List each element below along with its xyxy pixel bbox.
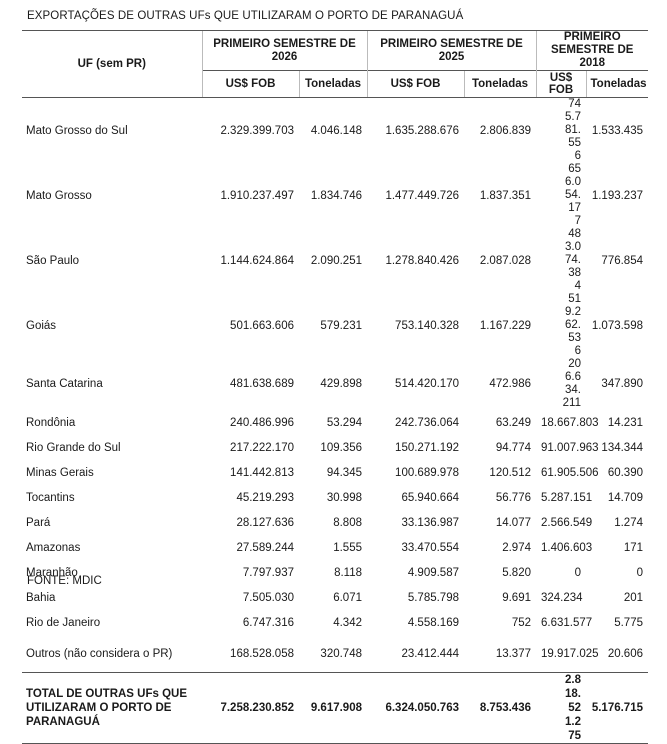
value-cell: 745.781.556 (565, 98, 581, 162)
value-cell: 14.709 (607, 491, 643, 504)
value-cell: 13.377 (495, 647, 531, 660)
value-cell: 1.073.598 (591, 319, 643, 332)
uf-name-cell: Mato Grosso (26, 189, 92, 202)
sub-header-ton-2025: Toneladas (464, 71, 536, 98)
value-cell: 1.834.746 (310, 189, 362, 202)
value-cell: 8.808 (333, 516, 362, 529)
value-cell: 481.638.689 (230, 378, 294, 390)
value-cell: 33.136.987 (401, 516, 459, 529)
value-cell: 776.854 (601, 254, 643, 267)
uf-name-cell: Outros (não considera o PR) (26, 647, 173, 660)
value-cell: 45.219.293 (236, 491, 294, 504)
value-cell: 91.007.963 (541, 441, 599, 454)
header-group-row (22, 31, 648, 71)
value-cell: 33.470.554 (401, 541, 459, 554)
table-row (22, 485, 648, 510)
value-cell: 56.776 (495, 491, 531, 504)
value-cell: 94.345 (326, 466, 362, 479)
value-cell: 519.262.536 (565, 293, 581, 357)
value-cell: 150.271.192 (395, 441, 459, 454)
value-cell: 8.118 (334, 566, 362, 579)
value-cell: 109.356 (320, 441, 362, 454)
value-cell: 752 (511, 616, 531, 629)
value-cell: 656.054.177 (565, 163, 581, 227)
total-value-cell: 9.617.908 (299, 673, 367, 744)
value-cell: 6.631.577 (541, 616, 593, 629)
value-cell: 30.998 (326, 491, 362, 504)
uf-name-cell: Rondônia (26, 416, 76, 429)
table-row (22, 460, 648, 485)
value-cell: 5.287.151 (541, 491, 593, 504)
table-title: EXPORTAÇÕES DE OUTRAS UFs QUE UTILIZARAM O PORTO DE PARANAGUÁ (27, 10, 464, 22)
value-cell: 19.917.025 (541, 647, 599, 660)
value-cell: 501.663.606 (230, 319, 294, 332)
total-value-cell: 7.258.230.852 (202, 673, 299, 744)
uf-name-cell: São Paulo (26, 254, 80, 267)
value-cell: 2.329.399.703 (220, 124, 294, 137)
value-cell: 206.634.211 (562, 358, 581, 409)
table-row (22, 293, 648, 358)
value-cell: 324.234 (541, 591, 583, 604)
value-cell: 53.294 (326, 416, 362, 429)
value-cell: 23.412.444 (401, 647, 459, 660)
value-cell: 1.274 (614, 516, 643, 529)
value-cell: 2.974 (502, 541, 531, 554)
uf-name-cell: Minas Gerais (26, 466, 94, 479)
value-cell: 1.837.351 (479, 189, 531, 202)
value-cell: 1.635.288.676 (385, 124, 459, 137)
value-cell: 141.442.813 (230, 466, 294, 479)
uf-name-cell: Amazonas (26, 541, 81, 554)
table-row (22, 163, 648, 228)
value-cell: 14.077 (495, 516, 531, 529)
value-cell: 579.231 (320, 319, 362, 332)
value-cell: 2.087.028 (479, 254, 531, 267)
value-cell: 1.555 (333, 541, 362, 554)
value-cell: 1.167.229 (479, 319, 531, 332)
value-cell: 320.748 (320, 647, 362, 660)
table-row (22, 358, 648, 410)
uf-name-cell: Tocantins (26, 491, 75, 504)
sub-header-fob-2025: US$ FOB (367, 71, 464, 98)
value-cell: 1.144.624.864 (220, 254, 294, 267)
sub-header-ton-2018: Toneladas (586, 71, 648, 98)
value-cell: 14.231 (607, 416, 643, 429)
value-cell: 6.747.316 (242, 616, 294, 629)
value-cell: 1.406.603 (541, 541, 593, 554)
value-cell: 7.797.937 (242, 566, 294, 579)
uf-name-cell: Bahia (26, 591, 56, 604)
value-cell: 94.774 (495, 441, 531, 454)
table-row (22, 98, 648, 164)
uf-column-header: UF (sem PR) (22, 31, 202, 98)
value-cell: 120.512 (489, 466, 531, 479)
value-cell: 60.390 (607, 466, 643, 479)
value-cell: 63.249 (495, 416, 531, 429)
value-cell: 61.905.506 (541, 466, 599, 479)
total-label-cell: TOTAL DE OUTRAS UFs QUE UTILIZARAM O PORTO DE PARANAGUÁ (22, 673, 202, 744)
total-value-cell: 2.818.521.275 (536, 673, 586, 744)
uf-name-cell: Santa Catarina (26, 378, 103, 390)
value-cell: 0 (574, 566, 581, 579)
uf-name-cell: Maranhão (26, 566, 78, 579)
value-cell: 201 (623, 591, 643, 604)
sub-header-fob-2018: US$ FOB (536, 71, 586, 98)
value-cell: 4.558.169 (407, 616, 459, 629)
group-header-2026: PRIMEIRO SEMESTRE DE 2026 (202, 31, 367, 71)
total-value-cell: 5.176.715 (586, 673, 648, 744)
sub-header-fob-2026: US$ FOB (202, 71, 299, 98)
value-cell: 28.127.636 (236, 516, 294, 529)
table-row (22, 435, 648, 460)
total-value-cell: 8.753.436 (464, 673, 536, 744)
exports-table (22, 30, 648, 744)
value-cell: 4.046.148 (310, 124, 362, 137)
table-row (22, 535, 648, 560)
value-cell: 5.775 (614, 616, 643, 629)
value-cell: 6.071 (333, 591, 362, 604)
value-cell: 65.940.664 (401, 491, 459, 504)
value-cell: 514.420.170 (395, 378, 459, 390)
value-cell: 7.505.030 (242, 591, 294, 604)
value-cell: 0 (636, 566, 643, 579)
value-cell: 1.193.237 (591, 189, 643, 202)
uf-name-cell: Rio de Janeiro (26, 616, 101, 629)
value-cell: 5.785.798 (407, 591, 459, 604)
value-cell: 429.898 (320, 378, 362, 390)
value-cell: 4.342 (333, 616, 362, 629)
uf-name-cell: Pará (26, 516, 51, 529)
value-cell: 1.910.237.497 (220, 189, 294, 202)
value-cell: 1.477.449.726 (385, 189, 459, 202)
value-cell: 1.533.435 (591, 124, 643, 137)
total-row (22, 673, 648, 744)
uf-name-cell: Goiás (26, 319, 57, 332)
value-cell: 100.689.978 (395, 466, 459, 479)
value-cell: 2.090.251 (310, 254, 362, 267)
value-cell: 2.806.839 (479, 124, 531, 137)
source-note: FONTE: MDIC (27, 575, 102, 587)
group-header-2018: PRIMEIRO SEMESTRE DE 2018 (536, 31, 648, 71)
value-cell: 2.566.549 (541, 516, 593, 529)
value-cell: 20.606 (607, 647, 643, 660)
table-body (22, 98, 648, 744)
value-cell: 347.890 (601, 378, 643, 390)
table-row (22, 410, 648, 435)
value-cell: 5.820 (502, 566, 531, 579)
group-header-2025: PRIMEIRO SEMESTRE DE 2025 (367, 31, 536, 71)
value-cell: 18.667.803 (541, 416, 599, 429)
table-row (22, 510, 648, 535)
value-cell: 134.344 (601, 441, 643, 454)
uf-name-cell: Rio Grande do Sul (26, 441, 121, 454)
value-cell: 171 (623, 541, 643, 554)
value-cell: 1.278.840.426 (385, 254, 459, 267)
value-cell: 168.528.058 (230, 647, 294, 660)
table-row (22, 585, 648, 610)
sub-header-ton-2026: Toneladas (299, 71, 367, 98)
value-cell: 9.691 (502, 591, 531, 604)
value-cell: 240.486.996 (230, 416, 294, 429)
value-cell: 217.222.170 (230, 441, 294, 454)
table-row (22, 610, 648, 635)
value-cell: 242.736.064 (395, 416, 459, 429)
value-cell: 753.140.328 (395, 319, 459, 332)
value-cell: 4.909.587 (407, 566, 459, 579)
table-row (22, 635, 648, 673)
uf-name-cell: Mato Grosso do Sul (26, 124, 128, 137)
value-cell: 27.589.244 (236, 541, 294, 554)
total-value-cell: 6.324.050.763 (367, 673, 464, 744)
value-cell: 472.986 (489, 378, 531, 390)
table-row (22, 560, 648, 585)
table-row (22, 228, 648, 293)
value-cell: 483.074.384 (565, 228, 581, 292)
